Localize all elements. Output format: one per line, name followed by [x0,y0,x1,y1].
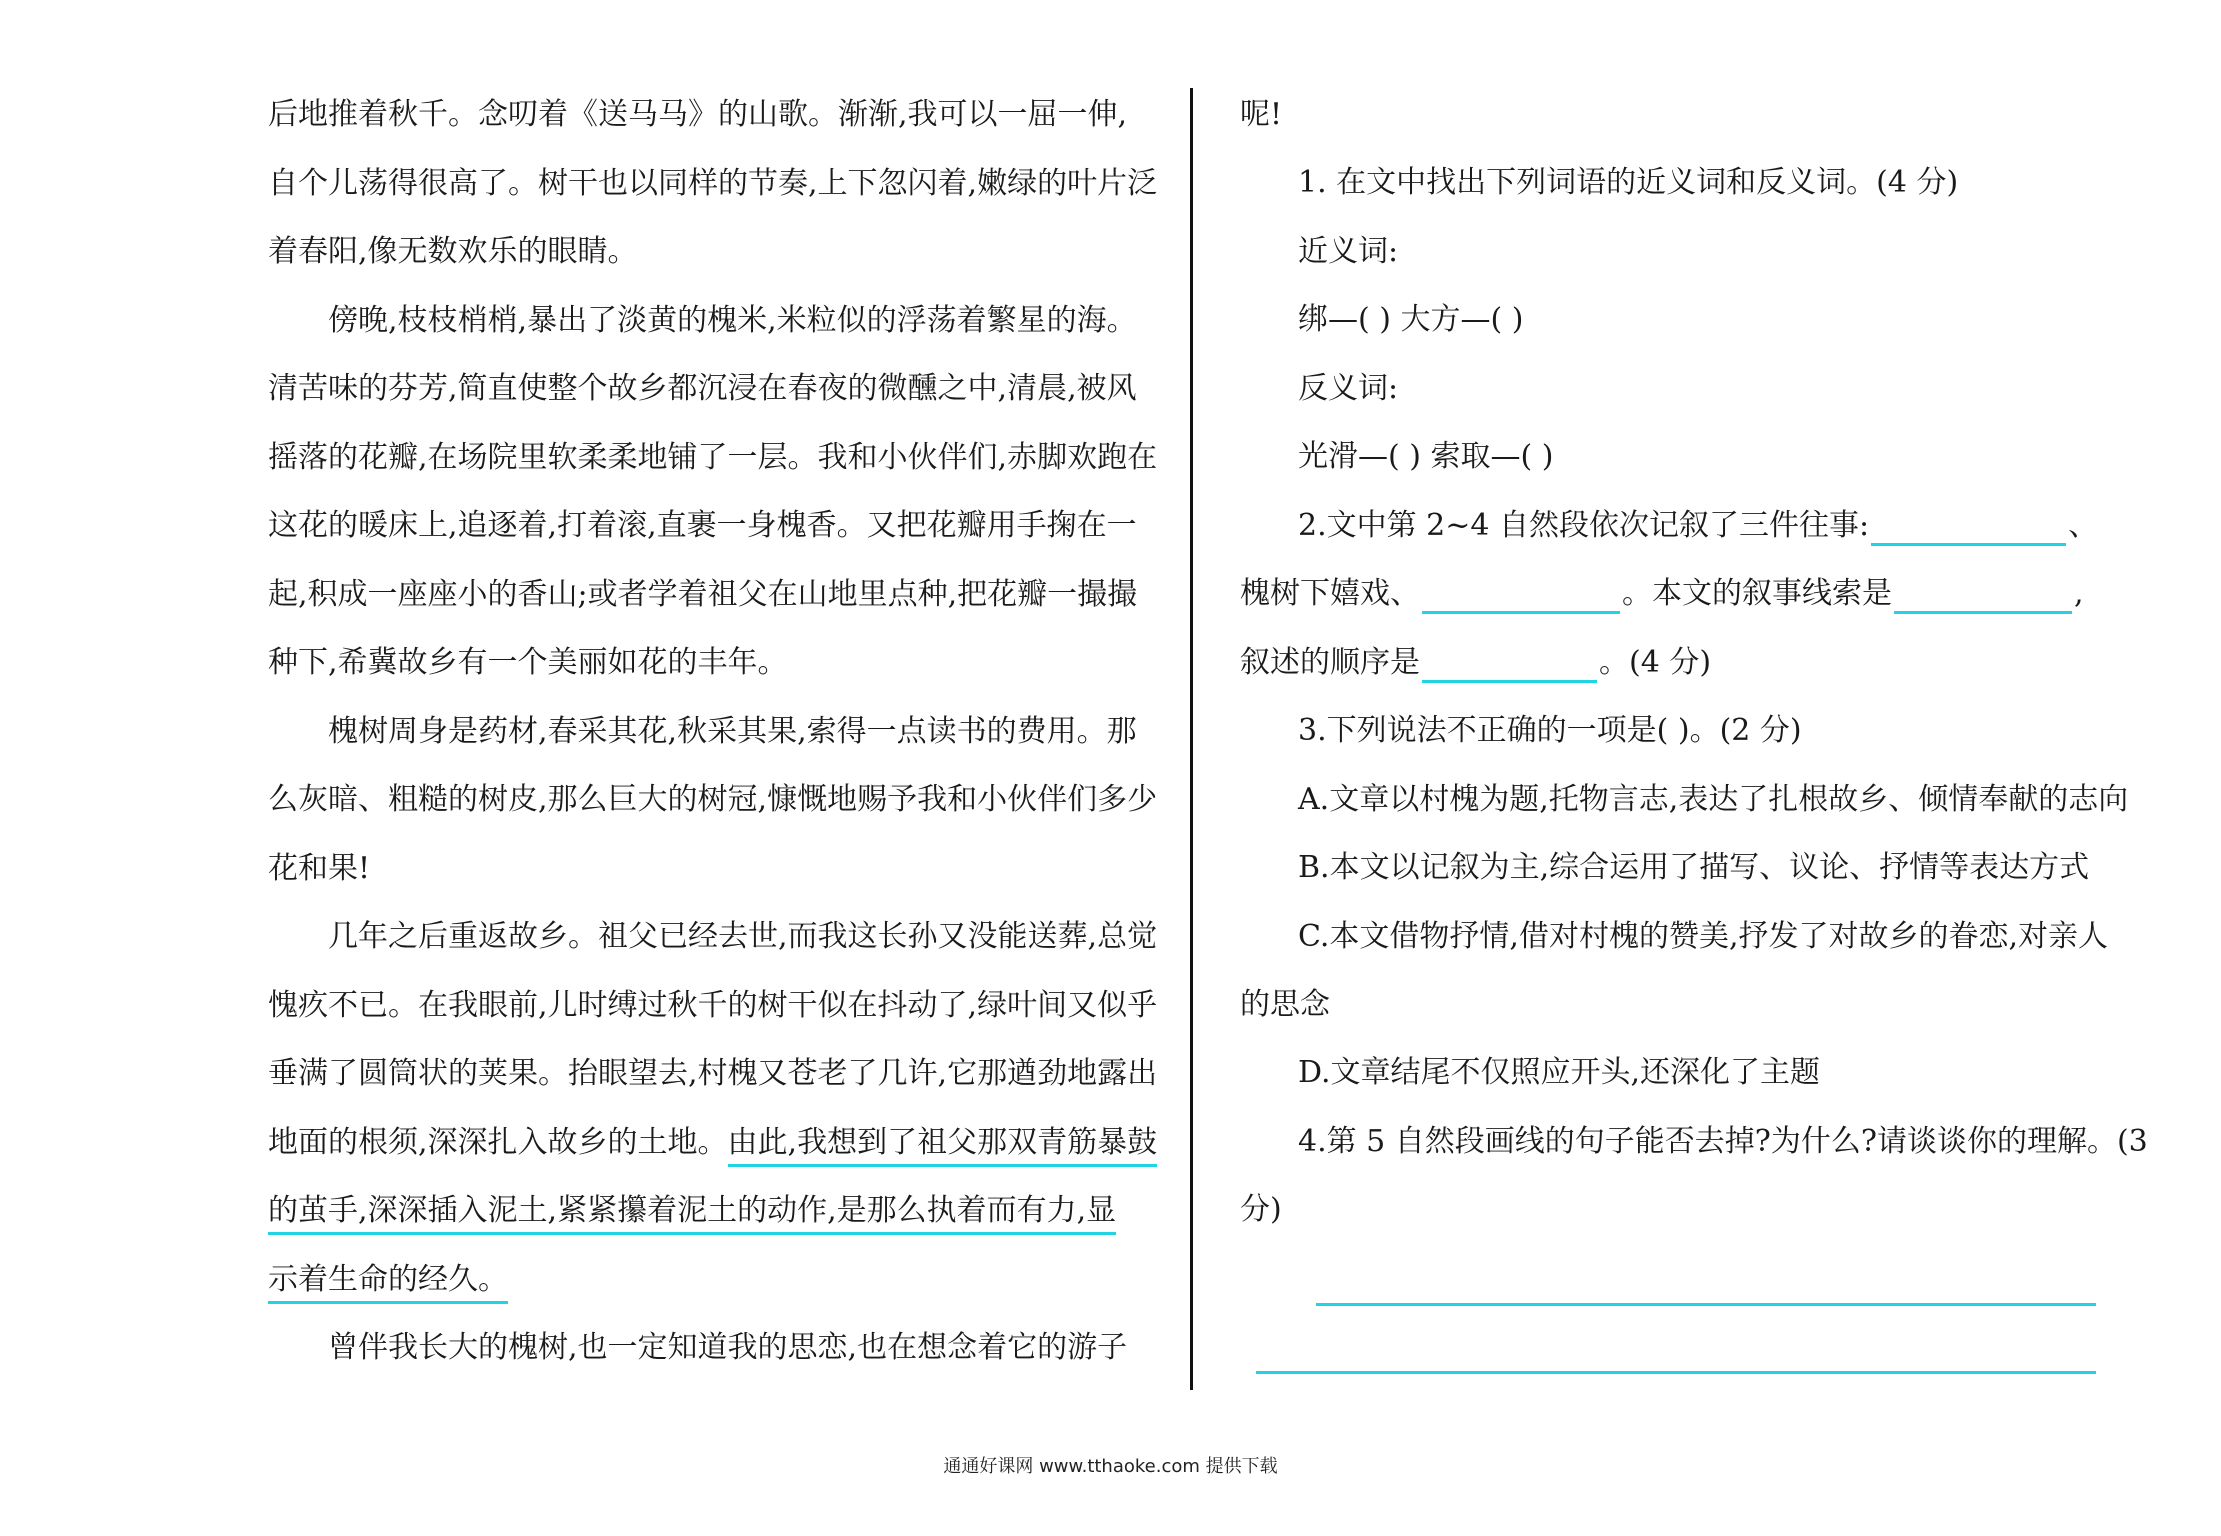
answer-blank-1[interactable] [1871,507,2066,546]
question-2-line-1 [1298,506,2098,546]
option-a[interactable]: A.文章以村槐为题,托物言志,表达了扎根故乡、倾情奉献的志向 [1298,782,2129,817]
passage-text: 自个儿荡得很高了。树干也以同样的节奏,上下忽闪着,嫩绿的叶片泛 [268,166,1158,201]
question-2-text-b-end: , [2074,576,2084,611]
passage-text: 么灰暗、粗糙的树皮,那么巨大的树冠,慷慨地赐予我和小伙伴们多少 [268,782,1158,817]
passage-text: 曾伴我长大的槐树,也一定知道我的思恋,也在想念着它的游子 [328,1330,1128,1365]
option-b[interactable]: B.本文以记叙为主,综合运用了描写、议论、抒情等表达方式 [1298,850,2090,885]
question-2-line-3 [1240,643,1711,683]
passage-text: 后地推着秋千。念叨着《送马马》的山歌。渐渐,我可以一屈一伸, [268,97,1128,132]
passage-text: 槐树周身是药材,春采其花,秋采其果,索得一点读书的费用。那 [328,714,1137,749]
option-c[interactable]: C.本文借物抒情,借对村槐的赞美,抒发了对故乡的眷恋,对亲人 [1298,919,2109,954]
option-c-continued: 的思念 [1240,987,1330,1022]
passage-text: 清苦味的芬芳,简直使整个故乡都沉浸在春夜的微醺之中,清晨,被风 [268,371,1137,406]
question-2-text-c-end: 。(4 分) [1599,645,1712,680]
passage-text: 着春阳,像无数欢乐的眼睛。 [268,234,638,269]
passage-line [268,986,1157,1026]
question-1-title: 1. 在文中找出下列词语的近义词和反义词。(4 分) [1298,165,1959,200]
passage-text: 几年之后重返故乡。祖父已经去世,而我这长孙又没能送葬,总觉 [328,919,1158,954]
passage-line [328,917,1157,957]
passage-line [268,1054,1157,1094]
synonym-items: 绑—( ) 大方—( ) [1298,302,1524,337]
footer-credit: 通通好课网 www.tthaoke.com 提供下载 [943,1456,1278,1477]
passage-line [328,1328,1127,1368]
passage-line [268,438,1157,478]
question-4-line-1: 4.第 5 自然段画线的句子能否去掉?为什么?请谈谈你的理解。(3 [1298,1124,2148,1159]
answer-blank-4[interactable] [1422,644,1597,683]
passage-text: 摇落的花瓣,在场院里软柔柔地铺了一层。我和小伙伴们,赤脚欢跑在 [268,440,1158,475]
passage-line [328,301,1137,341]
answer-blank-3[interactable] [1894,575,2072,614]
passage-text: 垂满了圆筒状的荚果。抬眼望去,村槐又苍老了几许,它那遒劲地露出 [268,1056,1158,1091]
answer-line-1[interactable] [1316,1303,2096,1306]
passage-line [268,232,638,272]
passage-text: 起,积成一座座小的香山;或者学着祖父在山地里点种,把花瓣一撮撮 [268,577,1138,612]
question-2-text-c: 叙述的顺序是 [1240,645,1420,680]
answer-line-2[interactable] [1256,1371,2096,1374]
question-2-text-a: 2.文中第 2~4 自然段依次记叙了三件往事: [1298,508,1870,543]
passage-text: 这花的暖床上,追逐着,打着滚,直裹一身槐香。又把花瓣用手掬在一 [268,508,1137,543]
column-divider [1190,88,1193,1390]
passage-line [268,643,788,683]
passage-line [268,780,1157,820]
option-d[interactable]: D.文章结尾不仅照应开头,还深化了主题 [1298,1055,1821,1090]
passage-line [268,164,1157,204]
passage-text: 愧疚不已。在我眼前,儿时缚过秋千的树干似在抖动了,绿叶间又似乎 [268,988,1158,1023]
passage-line [268,1260,508,1300]
passage-line [328,712,1137,752]
passage-text: 地面的根须,深深扎入故乡的土地。 [268,1125,728,1160]
question-2-text-b: 槐树下嬉戏、 [1240,576,1420,611]
antonym-items: 光滑—( ) 索取—( ) [1298,439,1554,474]
question-4-line-2: 分) [1240,1192,1282,1227]
underlined-sentence: 示着生命的经久。 [268,1262,508,1304]
question-3-title: 3.下列说法不正确的一项是( )。(2 分) [1298,713,1802,748]
answer-blank-2[interactable] [1422,575,1620,614]
antonym-label: 反义词: [1298,371,1399,406]
passage-line [268,849,370,889]
passage-line [268,506,1137,546]
question-2-text-b-mid: 。本文的叙事线索是 [1622,576,1892,611]
passage-text: 花和果! [268,851,371,886]
passage-text: 傍晚,枝枝梢梢,暴出了淡黄的槐米,米粒似的浮荡着繁星的海。 [328,303,1137,338]
question-2-line-2 [1240,574,2084,614]
passage-ending: 呢! [1240,97,1283,132]
passage-line [268,1123,1157,1163]
passage-line [268,575,1137,615]
passage-line [268,1191,1116,1231]
passage-line [268,95,1127,135]
synonym-label: 近义词: [1298,234,1399,269]
passage-text: 种下,希冀故乡有一个美丽如花的丰年。 [268,645,788,680]
passage-line [268,369,1137,409]
question-2-text-a-end: 、 [2068,508,2099,543]
underlined-sentence: 的茧手,深深插入泥土,紧紧攥着泥土的动作,是那么执着而有力,显 [268,1193,1116,1235]
underlined-sentence: 由此,我想到了祖父那双青筋暴鼓 [728,1125,1158,1167]
